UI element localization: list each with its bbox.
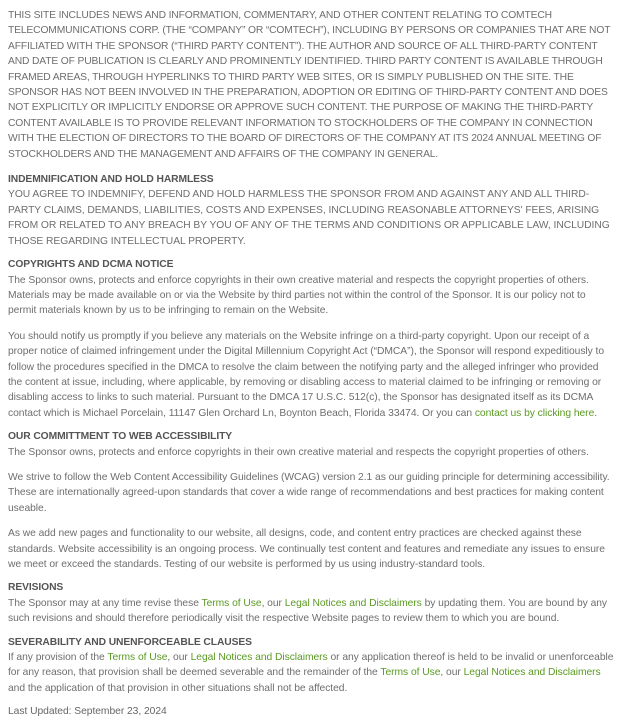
legal-notices-link[interactable]: Legal Notices and Disclaimers [284,597,422,609]
accessibility-heading: OUR COMMITTMENT TO WEB ACCESSIBILITY [8,431,233,443]
revisions-heading: REVISIONS [8,582,64,594]
severability-text-4: , our [440,667,464,679]
revisions-text-1: The Sponsor may at any time revise these [8,597,202,609]
terms-of-use-link[interactable]: Terms of Use [201,597,262,609]
severability-text-2: , our [167,652,191,664]
severability-text-5: and the application of that provision in other situations shall not be affected. [8,682,348,694]
copyrights-paragraph-2-end: . [594,407,598,419]
accessibility-paragraph-3: As we add new pages and functionality to our website, all designs, code, and content entry practices are checked against these standards. Website accessibility is an ongoing process. We continually test content and features and remediate any issues to ensure we meet or exceed the standards. Testing of our website is performed by us using industry-standard tools. [8,528,605,570]
accessibility-section [8,429,615,572]
severability-text-3: or any application thereof is held to be invalid or unenforceable for any reason, that provision shall be deemed severable and the remainder of the [8,652,614,679]
copyrights-heading: COPYRIGHTS AND DCMA NOTICE [8,259,174,271]
revisions-text-2: , our [261,597,285,609]
terms-of-use-link[interactable]: Terms of Use [380,667,441,679]
third-party-content-disclaimer: THIS SITE INCLUDES NEWS AND INFORMATION, COMMENTARY, AND OTHER CONTENT RELATING TO COMTECH TELECOMMUNICATIONS CORP. (THE “COMPANY” OR “COMTECH”), INCLUDING BY PERSONS OR COMPANIES THAT ARE NOT AFFILIATED WITH THE SPONSOR (“THIRD PARTY CONTENT”). THE AUTHOR AND SOURCE OF ALL THIRD-PARTY CONTENT AND DATE OF PUBLICATION IS CLEARLY AND PROMINENTLY IDENTIFIED. THIRD PARTY CONTENT IS AVAILABLE THROUGH FRAMED AREAS, THROUGH HYPERLINKS TO THIRD PARTY WEB SITES, OR IS SIMPLY PUBLISHED ON THE SITE. THE SPONSOR HAS NOT BEEN INVOLVED IN THE PREPARATION, ADOPTION OR EDITING OF THIRD-PARTY CONTENT AND DOES NOT EXPLICITLY OR IMPLICITLY ENDORSE OR APPROVE SUCH CONTENT. THE PURPOSE OF MAKING THE THIRD-PARTY CONTENT AVAILABLE IS TO PROVIDE RELEVANT INFORMATION TO STOCKHOLDERS OF THE COMPANY IN CONNECTION WITH THE ELECTION OF DIRECTORS TO THE BOARD OF DIRECTORS OF THE COMPANY AT ITS 2024 ANNUAL MEETING OF STOCKHOLDERS AND THE MANAGEMENT AND AFFAIRS OF THE COMPANY IN GENERAL. [8,10,611,160]
accessibility-paragraph-1: The Sponsor owns, protects and enforce copyrights in their own creative material and respects the copyright properties of others. [8,446,589,458]
severability-heading: SEVERABILITY AND UNENFORCEABLE CLAUSES [8,636,252,648]
legal-notices-link[interactable]: Legal Notices and Disclaimers [190,652,328,664]
revisions-section [8,580,615,626]
copyrights-paragraph-2 [8,329,615,421]
copyrights-section [8,257,615,421]
indemnification-body: YOU AGREE TO INDEMNIFY, DEFEND AND HOLD HARMLESS THE SPONSOR FROM AND AGAINST ANY AND ALL THIRD-PARTY CLAIMS, DEMANDS, LIABILITIES, COSTS AND EXPENSES, INCLUDING REASONABLE ATTORNEYS' FEES, ARISING FROM OR RELATED TO ANY BREACH BY YOU OF ANY OF THE TERMS AND CONDITIONS OR APPLICABLE LAW, INCLUDING THOSE REGARDING INTELLECTUAL PROPERTY. [8,189,610,247]
legal-notices-link[interactable]: Legal Notices and Disclaimers [463,667,601,679]
last-updated: Last Updated: September 23, 2024 [8,706,167,718]
revisions-body [8,596,615,627]
contact-us-link[interactable]: contact us by clicking here [474,407,595,419]
severability-text-1: If any provision of the [8,652,108,664]
copyrights-paragraph-2-text: You should notify us promptly if you believe any materials on the Website infringe on a third-party copyright. Upon our receipt of a proper notice of claimed infringement under the Digital Millennium Copyright Act (“DMCA”), the Sponsor will respond expeditiously to follow the procedures specified in the DMCA to resolve the claim between the notifying party and the alleged infringer who provided the content at issue, including, where applicable, by removing or disabling access to material claimed to be infringing or removing or disabling access to links to such material. Pursuant to the DMCA 17 U.S.C. 512(c), the Sponsor has designated itself as its DCMA contact which is Michael Porcelain, 11147 Glen Orchard Ln, Boynton Beach, Florida 33474. Or you can [8,330,605,419]
severability-body [8,650,615,696]
indemnification-heading: INDEMNIFICATION AND HOLD HARMLESS [8,174,214,186]
severability-section [8,635,615,697]
copyrights-paragraph-1: The Sponsor owns, protects and enforce copyrights in their own creative material and respects the copyright properties of others. Materials may be made available on or via the Website by third parties not within the control of the Sponsor. It is our policy not to permit materials known by us to be infringing to remain on the Website. [8,274,589,317]
terms-of-use-link[interactable]: Terms of Use [107,652,168,664]
accessibility-paragraph-2: We strive to follow the Web Content Accessibility Guidelines (WCAG) version 2.1 as our guiding principle for determining accessibility. These are internationally agreed-upon standards that cover a wide range of recommendations and best practices for making content useable. [8,471,610,514]
revisions-text-3: by updating them. You are bound by any such revisions and should therefore periodically visit the respective Website pages to review them to which you are bound. [8,597,608,625]
indemnification-section [8,172,615,249]
